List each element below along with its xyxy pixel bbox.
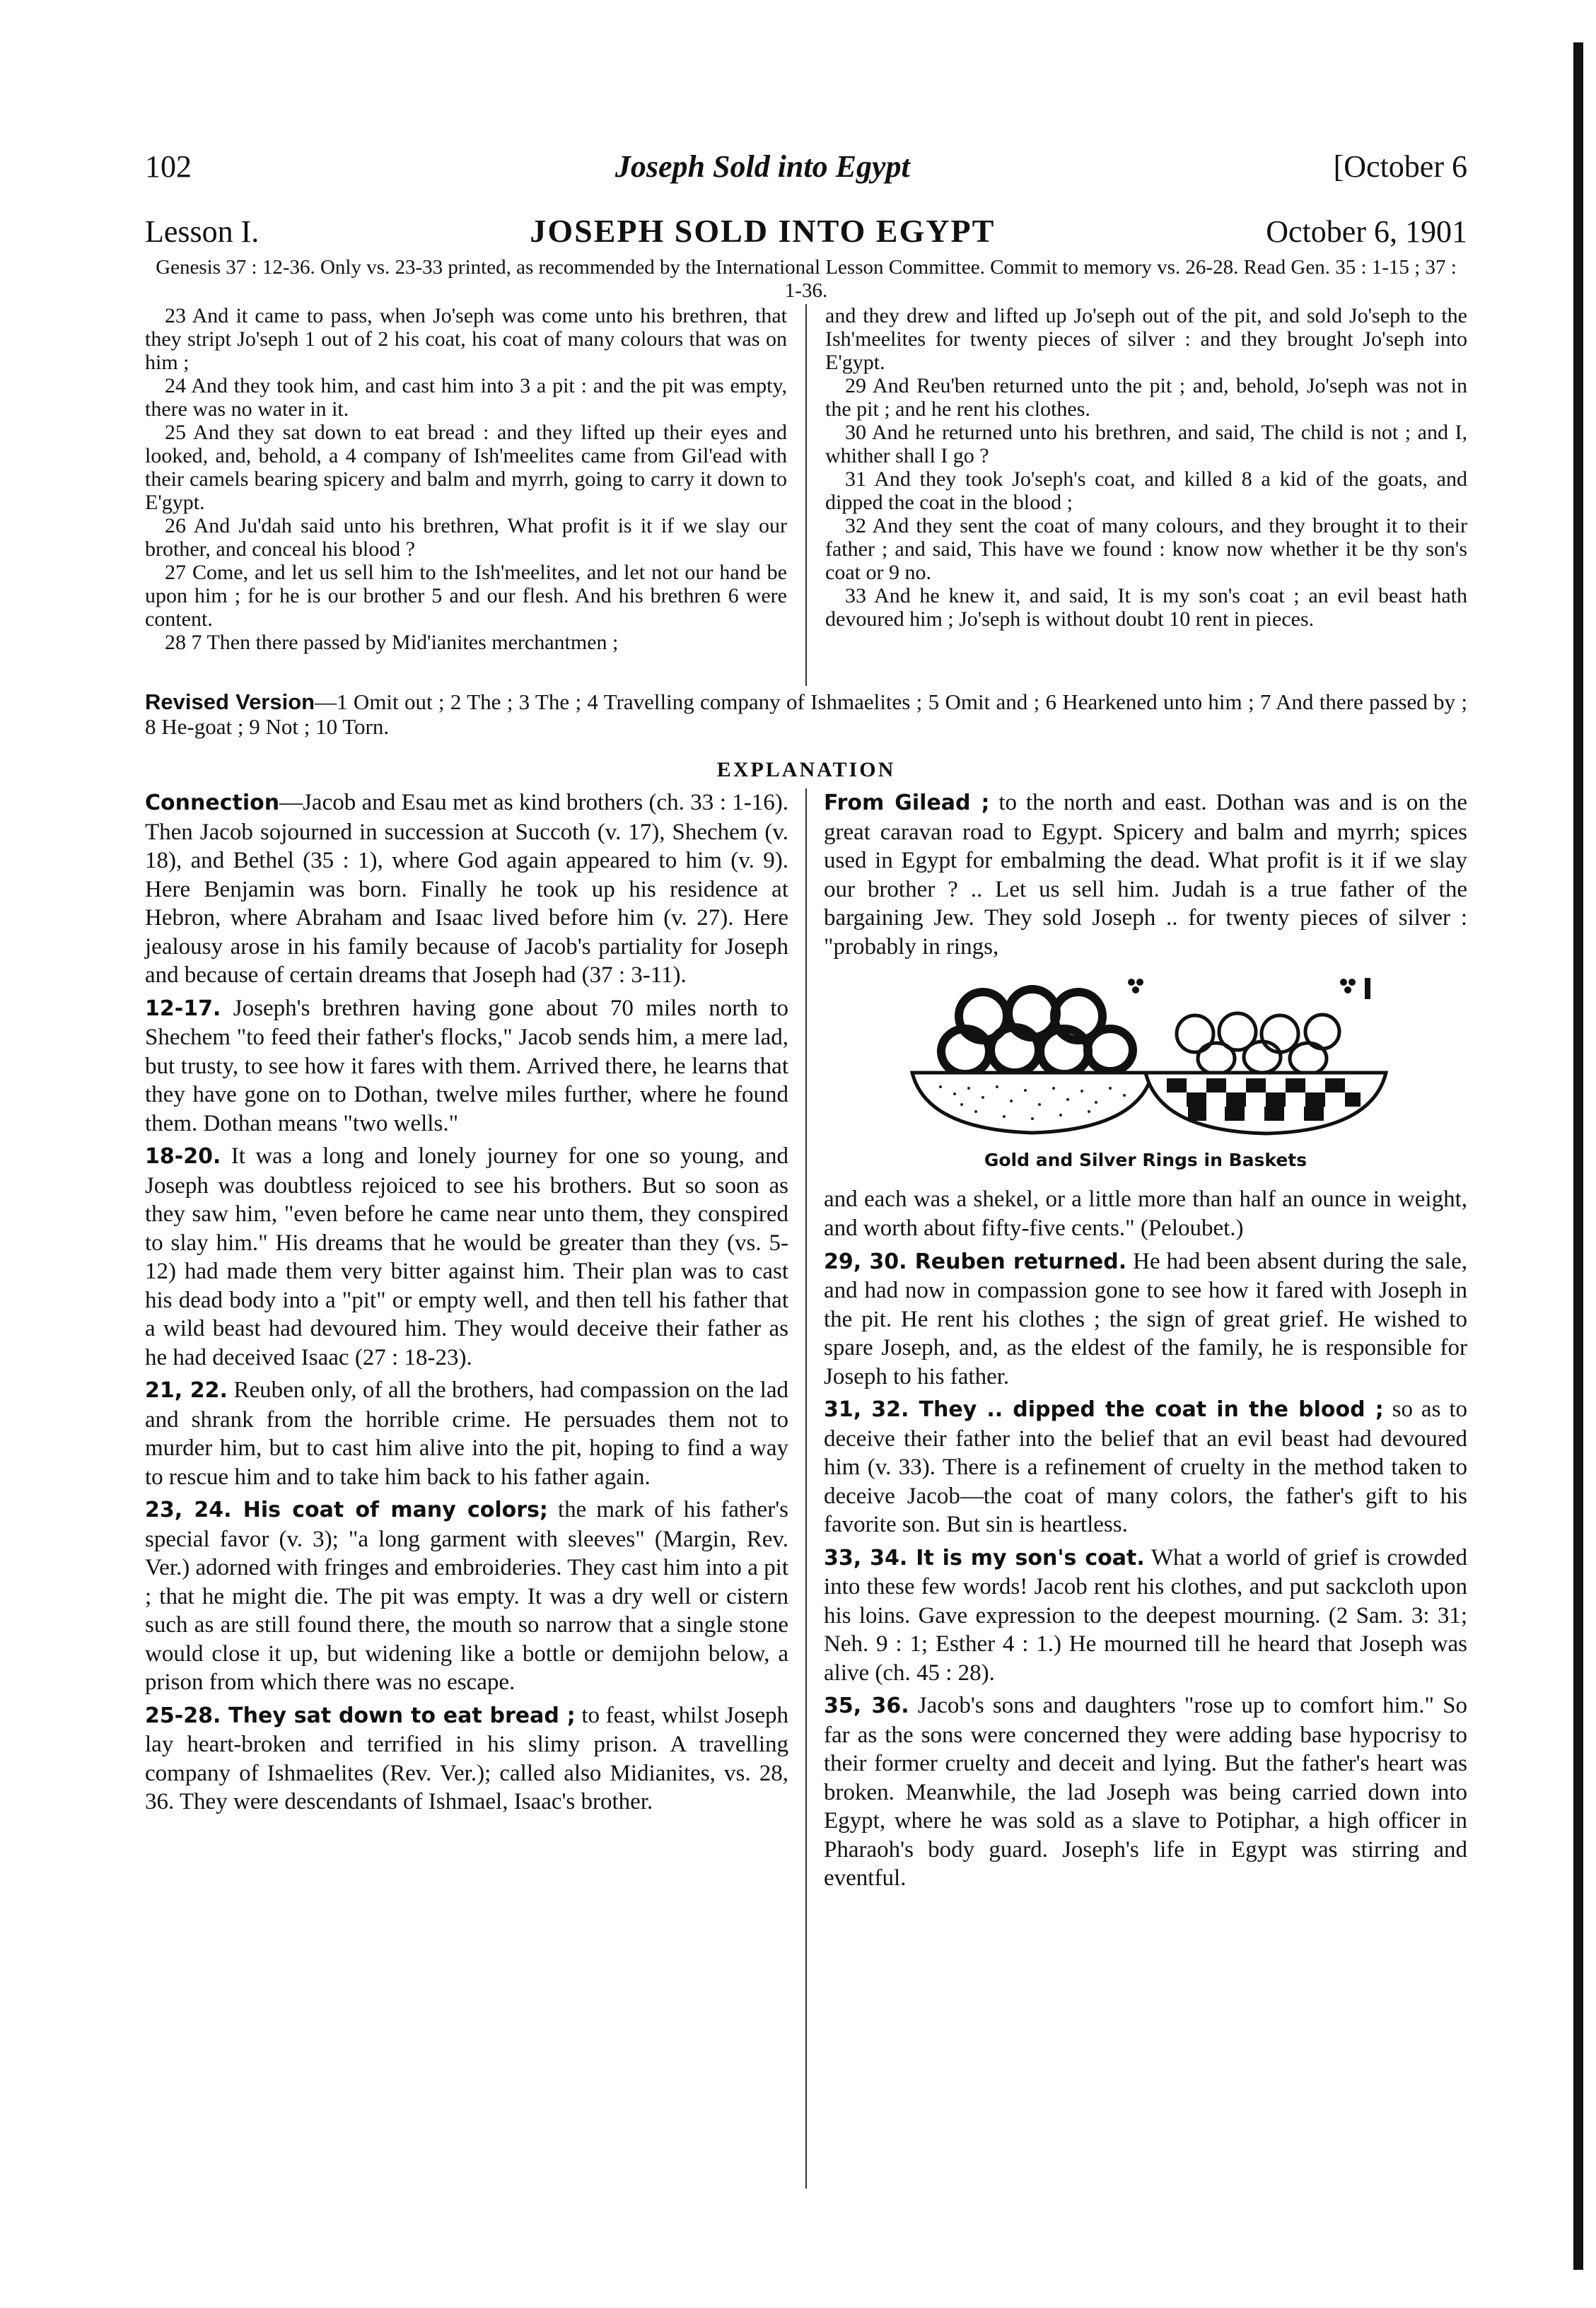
scan-edge-bar <box>1573 42 1583 2270</box>
figure-caption: Gold and Silver Rings in Baskets <box>984 1150 1307 1170</box>
explanation-paragraph: 31, 32. They .. dipped the coat in the blood ; so as to deceive their father into the belief that an evil beast had devoured him (v. 33). There is a refinement of cruelty in the method taken to deceive Jacob—the coat of many colors, the father's gift to his favorite son. But sin is heartless. <box>824 1397 1468 1537</box>
column-divider <box>805 304 807 686</box>
verse: 28 7 Then there passed by Mid'ianites merchantmen ; <box>165 631 619 654</box>
header-date: [October 6 <box>1333 149 1467 184</box>
revised-version-notes <box>145 689 1467 739</box>
explanation-paragraph: Connection—Jacob and Esau met as kind brothers (ch. 33 : 1-16). Then Jacob sojourned in succession at Succoth (v. 17), Shechem (v. 18), and Bethel (35 : 1), where God again appeared to him (v. 9). Here Benjamin was born. Finally he took up his residence at Hebron, where Abraham and Isaac lived before him (v. 27). Here jealousy arose in his family because of Jacob's partiality for Joseph and because of certain dreams that Joseph had (37 : 3-11). <box>145 790 788 988</box>
explanation-paragraph: 35, 36. Jacob's sons and daughters "rose up to comfort him." So far as the sons were concerned they were adding base hypocrisy to their former cruelty and deceit and lying. But the father's heart was broken. Meanwhile, the lad Joseph was being carried down into Egypt, where he was sold as a slave to Potiphar, a high officer in Pharaoh's body guard. Joseph's life in Egypt was stirring and eventful. <box>824 1693 1468 1891</box>
lesson-heading <box>145 212 1467 250</box>
verse: and they drew and lifted up Jo'seph out of the pit, and sold Jo'seph to the Ish'meelites for twenty pieces of silver : and they brought Jo'seph into E'gypt. <box>825 304 1467 374</box>
explanation-paragraph: 33, 34. It is my son's coat. What a world of grief is crowded into these few words! Jacob rent his clothes, and put sackcloth upon his loins. Gave expression to the deepest mourning. (2 Sam. 3: 31; Neh. 9 : 1; Esther 4 : 1.) He mourned till he heard that Joseph was alive (ch. 45 : 28). <box>824 1544 1467 1686</box>
explanation-right-column <box>824 788 1467 2188</box>
verse: 29 And Reu'ben returned unto the pit ; and, behold, Jo'seph was not in the pit ; and he rent his clothes. <box>825 374 1467 421</box>
explanation-paragraph: and each was a shekel, or a little more than half an ounce in weight, and worth about fifty-five cents." (Peloubet.) <box>824 1186 1467 1241</box>
verse: 24 And they took him, and cast him into 3 a pit : and the pit was empty, there was no water in it. <box>145 374 787 421</box>
rings-baskets-illustration <box>824 967 1467 1143</box>
explanation-paragraph: 29, 30. Reuben returned. He had been absent during the sale, and had now in compassion gone to see how it fared with Joseph in the pit. He rent his clothes ; the sign of great grief. He wished to spare Joseph, and, as the eldest of the family, he is responsible for Joseph to his father. <box>824 1248 1467 1389</box>
verse: 27 Come, and let us sell him to the Ish'meelites, and let not our hand be upon him ; for he is our brother 5 and our flesh. And his brethren 6 were content. <box>145 561 787 631</box>
explanation-left-column <box>145 788 788 2188</box>
running-header <box>145 148 1467 198</box>
verse: 26 And Ju'dah said unto his brethren, What profit is it if we slay our brother, and conceal his blood ? <box>145 514 787 561</box>
explanation-paragraph: 23, 24. His coat of many colors; the mark of his father's special favor (v. 3); "a long garment with sleeves" (Margin, Rev. Ver.) adorned with fringes and embroideries. They cast him into a pit ; that he might die. The pit was empty. It was a dry well or cistern such as are still found there, the mouth so narrow that a single stone would close it up, but widening like a bottle or demijohn below, a prison from which there was no escape. <box>145 1497 788 1695</box>
scripture-text <box>145 304 1467 686</box>
revised-version-text: —1 Omit out ; 2 The ; 3 The ; 4 Travelling company of Ishmaelites ; 5 Omit and ; 6 Hearkened unto him ; 7 And there passed by ; 8 He-goat ; 9 Not ; 10 Torn. <box>145 689 1467 739</box>
verse: 33 And he knew it, and said, It is my son's coat ; an evil beast hath devoured him ; Jo'seph is without doubt 10 rent in pieces. <box>825 584 1467 631</box>
lesson-title: JOSEPH SOLD INTO EGYPT <box>530 213 996 249</box>
verse: 31 And they took Jo'seph's coat, and killed 8 a kid of the goats, and dipped the coat in the blood ; <box>825 467 1467 514</box>
explanation-paragraph: 25-28. They sat down to eat bread ; to feast, whilst Joseph lay heart-broken and terrified in his slimy prison. A travelling company of Ishmaelites (Rev. Ver.); called also Midianites, vs. 28, 36. They were descendants of Ishmael, Isaac's brother. <box>145 1702 788 1814</box>
explanation-body <box>145 788 1467 2188</box>
lesson-date: October 6, 1901 <box>1266 214 1467 249</box>
verse: 32 And they sent the coat of many colours, and they brought it to their father ; and said, This have we found : know now whether it be thy son's coat or 9 no. <box>825 514 1467 584</box>
lesson-reference: Genesis 37 : 12-36. Only vs. 23-33 printed, as recommended by the International Lesson Committee. Commit to memory vs. 26-28. Read Gen. 35 : 1-15 ; 37 : 1-36. <box>156 256 1457 302</box>
page-number: 102 <box>145 149 192 184</box>
verse: 25 And they sat down to eat bread : and they lifted up their eyes and looked, and, behold, a 4 company of Ish'meelites came from Gil'ead with their camels bearing spicery and balm and myrrh, going to carry it down to E'gypt. <box>145 421 787 514</box>
scripture-right-column <box>825 304 1467 686</box>
lesson-number: Lesson I. <box>145 214 260 249</box>
explanation-heading: EXPLANATION <box>716 758 896 781</box>
explanation-paragraph: 21, 22. Reuben only, of all the brothers, had compassion on the lad and shrank from the horrible crime. He persuades them not to murder him, but to cast him alive into the pit, hoping to find a way to rescue him and to take him back to his father again. <box>145 1377 789 1490</box>
explanation-paragraph: 18-20. It was a long and lonely journey for one so young, and Joseph was doubtless rejoiced to see his brothers. But so soon as they saw him, "even before he came near unto them, they conspired to slay him." His dreams that he would be greater than they (vs. 5-12) had made them very bitter against him. Their plan was to cast his dead body into a "pit" or empty well, and then tell his father that a wild beast had devoured him. They would deceive their father as he had deceived Isaac (27 : 18-23). <box>145 1143 788 1370</box>
scripture-left-column <box>145 304 787 686</box>
explanation-paragraph: From Gilead ; to the north and east. Dothan was and is on the great caravan road to Egypt. Spicery and balm and myrrh; spices used in Egypt for embalming the dead. What profit is it if we slay our brother ? .. Let us sell him. Judah is a true father of the bargaining Jew. They sold Joseph .. for twenty pieces of silver : "probably in rings, <box>824 790 1467 960</box>
rings-baskets-image <box>898 967 1393 1143</box>
verse: 30 And he returned unto his brethren, and said, The child is not ; and I, whither shall I go ? <box>825 421 1467 467</box>
revised-version-label: Revised Version <box>145 689 315 714</box>
running-title: Joseph Sold into Egypt <box>614 149 910 184</box>
verse: 23 And it came to pass, when Jo'seph was come unto his brethren, that they stript Jo'seph 1 out of 2 his coat, his coat of many colours that was on him ; <box>145 304 787 374</box>
column-divider <box>805 788 807 2188</box>
explanation-paragraph: 12-17. Joseph's brethren having gone about 70 miles north to Shechem "to feed their father's flocks," Jacob sends him, a mere lad, but trusty, to see how it fares with them. Arrived there, he learns that they have gone on to Dothan, twelve miles further, where he found them. Dothan means "two wells." <box>145 995 788 1136</box>
